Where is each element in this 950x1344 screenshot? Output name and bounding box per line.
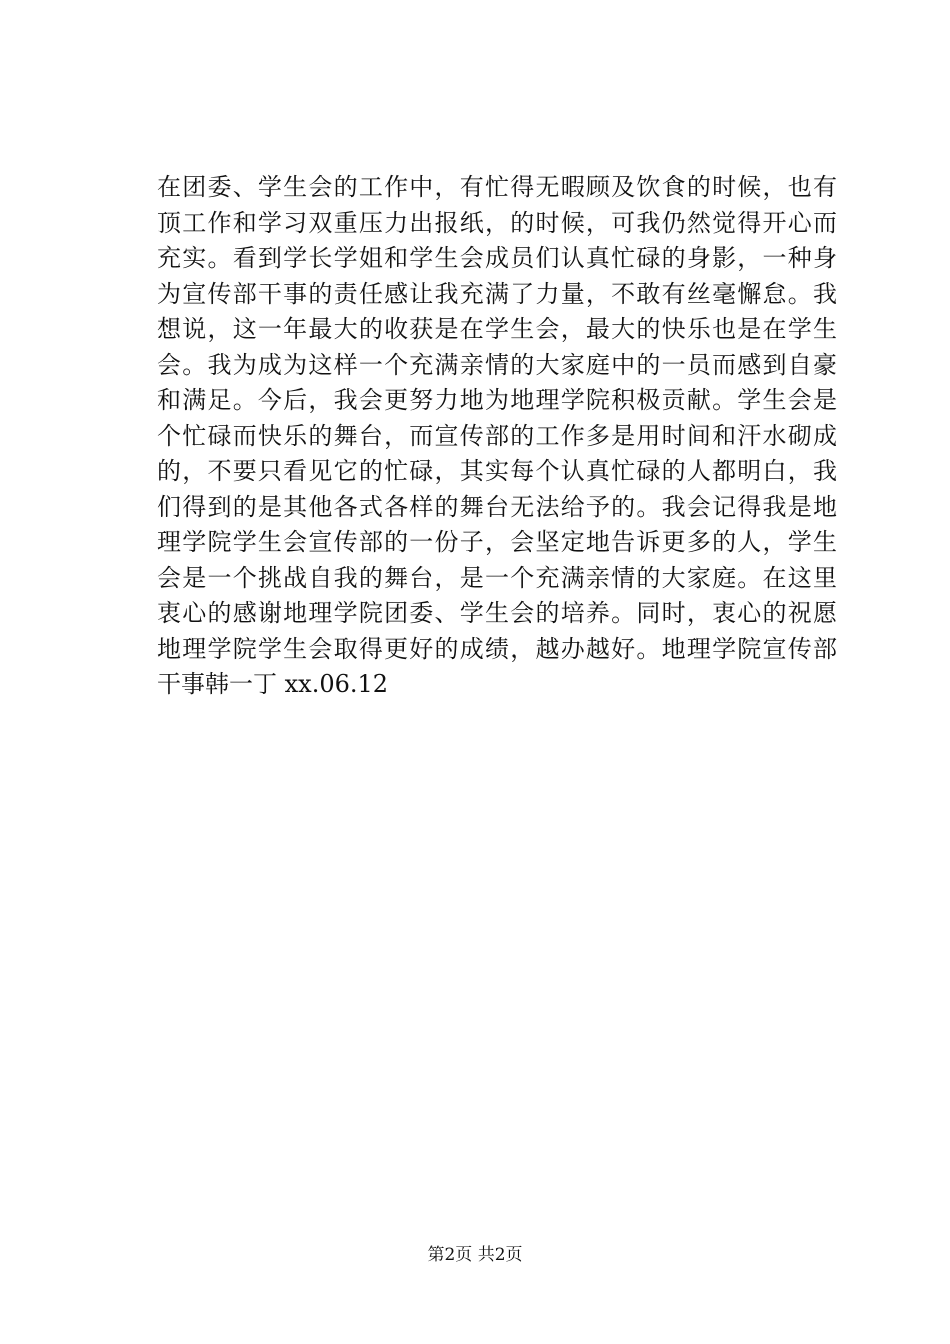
text-line: 和满足。今后，我会更努力地为地理学院积极贡献。学生会是	[157, 386, 837, 414]
text-line: 会是一个挑战自我的舞台，是一个充满亲情的大家庭。在这里	[157, 563, 837, 592]
text-line: 顶工作和学习双重压力出报纸，的时候，可我仍然觉得开心而	[157, 208, 837, 237]
text-line: 想说，这一年最大的收获是在学生会，最大的快乐也是在学生	[157, 315, 837, 343]
text-line: 在团委、学生会的工作中，有忙得无暇顾及饮食的时候，也有	[157, 173, 837, 201]
text-line: 个忙碌而快乐的舞台，而宣传部的工作多是用时间和汗水砌成	[157, 421, 837, 450]
text-line: 们得到的是其他各式各样的舞台无法给予的。我会记得我是地	[157, 492, 837, 521]
text-line: 地理学院学生会取得更好的成绩，越办越好。地理学院宣传部	[157, 634, 837, 663]
text-line: 会。我为成为这样一个充满亲情的大家庭中的一员而感到自豪	[157, 350, 837, 379]
text-line: 为宣传部干事的责任感让我充满了力量，不敢有丝毫懈怠。我	[157, 279, 837, 308]
body-paragraph	[157, 170, 837, 703]
text-line: 衷心的感谢地理学院团委、学生会的培养。同时，衷心的祝愿	[157, 599, 837, 627]
signature-line: 干事韩一丁 xx.06.12	[157, 670, 389, 698]
page-number-footer: 第2页 共2页	[427, 1245, 523, 1265]
text-line: 充实。看到学长学姐和学生会成员们认真忙碌的身影，一种身	[157, 244, 837, 272]
text-line: 理学院学生会宣传部的一份子，会坚定地告诉更多的人，学生	[157, 528, 837, 556]
text-line: 的，不要只看见它的忙碌，其实每个认真忙碌的人都明白，我	[157, 457, 837, 485]
